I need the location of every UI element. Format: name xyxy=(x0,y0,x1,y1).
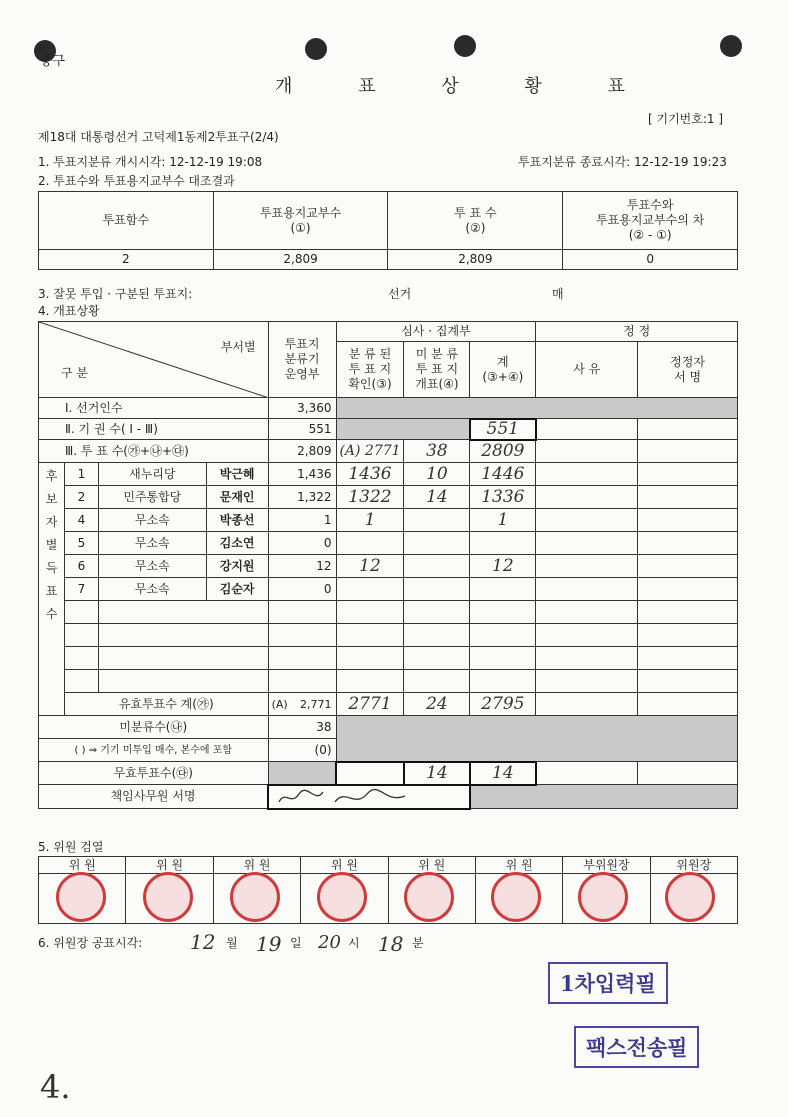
district-label: 중구 xyxy=(40,54,66,69)
votes-reason xyxy=(536,440,638,463)
candidate-sorted: 12 xyxy=(336,555,404,578)
candidate-no: 4 xyxy=(64,509,98,532)
role-cell: 부위원장 xyxy=(563,857,650,874)
invalid-reason xyxy=(536,762,638,785)
candidate-row xyxy=(39,463,738,486)
officer-signature xyxy=(268,785,470,809)
candidate-party: 민주통합당 xyxy=(98,486,206,509)
candidate-name: 강지원 xyxy=(206,555,268,578)
votes-value: 2,809 xyxy=(268,440,336,463)
candidate-sorted: 1322 xyxy=(336,486,404,509)
candidate-reason xyxy=(536,532,638,555)
abstain-reason xyxy=(536,419,638,440)
valid-hw-unsorted: 24 xyxy=(404,693,470,716)
valid-signer xyxy=(638,693,738,716)
valid-reason xyxy=(536,693,638,716)
header-votes: 투 표 수 (②) xyxy=(388,192,563,250)
candidate-total: 12 xyxy=(470,555,536,578)
header-total: 계 (③+④) xyxy=(470,342,536,398)
committee-seal xyxy=(665,872,715,922)
diagonal-line xyxy=(39,322,269,398)
abstain-label: Ⅱ. 기 권 수( Ⅰ - Ⅲ) xyxy=(39,419,269,440)
candidate-sorted xyxy=(336,578,404,601)
candidate-sorted: 1436 xyxy=(336,463,404,486)
invalid-signer xyxy=(638,762,738,785)
candidate-name: 김소연 xyxy=(206,532,268,555)
role-cell: 위 원 xyxy=(213,857,300,874)
unsorted-value: 38 xyxy=(268,716,336,739)
header-diagonal-cell xyxy=(39,322,269,398)
sort-start-time: 1. 투표지분류 개시시각: 12-12-19 19:08 xyxy=(38,155,263,169)
section-3-election: 선거 xyxy=(388,287,412,301)
announce-day: 19 xyxy=(256,932,282,956)
shaded-cell xyxy=(336,398,737,419)
candidate-total: 1446 xyxy=(470,463,536,486)
candidate-name: 박근혜 xyxy=(206,463,268,486)
abstain-value: 551 xyxy=(268,419,336,440)
candidate-machine: 0 xyxy=(268,532,336,555)
day-unit: 일 xyxy=(290,936,302,950)
invalid-hw-sorted xyxy=(336,762,404,785)
empty-row xyxy=(39,647,738,670)
valid-hw-sorted: 2771 xyxy=(336,693,404,716)
candidate-unsorted xyxy=(404,578,470,601)
votes-hw-unsorted: 38 xyxy=(404,440,470,463)
header-review: 심사 · 집계부 xyxy=(336,322,536,342)
section-3-unit: 매 xyxy=(552,287,564,301)
header-signer: 정정자 서 명 xyxy=(638,342,738,398)
value-issued: 2,809 xyxy=(213,250,388,270)
candidate-name: 박종선 xyxy=(206,509,268,532)
candidate-signer xyxy=(638,463,738,486)
section-4-label: 4. 개표상황 xyxy=(38,304,100,318)
candidate-party: 무소속 xyxy=(98,555,206,578)
candidate-no: 1 xyxy=(64,463,98,486)
votes-label: Ⅲ. 투 표 수(㉮+㉯+㉰) xyxy=(39,440,269,463)
section-6-label: 6. 위원장 공표시각: xyxy=(38,936,143,950)
candidate-machine: 1,322 xyxy=(268,486,336,509)
candidate-party: 무소속 xyxy=(98,532,206,555)
value-difference: 0 xyxy=(563,250,738,270)
first-input-stamp: 1차입력필 xyxy=(548,962,668,1004)
candidate-no: 7 xyxy=(64,578,98,601)
committee-seal xyxy=(317,872,367,922)
candidate-reason xyxy=(536,486,638,509)
candidate-signer xyxy=(638,578,738,601)
officer-label: 책임사무원 서명 xyxy=(39,785,269,809)
candidate-signer xyxy=(638,532,738,555)
committee-seal xyxy=(491,872,541,922)
candidate-machine: 1,436 xyxy=(268,463,336,486)
header-reason: 사 유 xyxy=(536,342,638,398)
section-3-label: 3. 잘못 투입 · 구분된 투표지: xyxy=(38,287,193,301)
role-cell: 위 원 xyxy=(39,857,126,874)
electors-value: 3,360 xyxy=(268,398,336,419)
candidate-row xyxy=(39,509,738,532)
value-votes: 2,809 xyxy=(388,250,563,270)
votes-hw-sorted: (A) 2771 xyxy=(336,440,404,463)
candidate-reason xyxy=(536,578,638,601)
valid-label: 유효투표수 계(㉮) xyxy=(64,693,268,716)
fax-sent-stamp: 팩스전송필 xyxy=(574,1026,699,1068)
announce-minute: 18 xyxy=(378,932,404,956)
candidate-no: 2 xyxy=(64,486,98,509)
header-machine: 투표지 분류기 운영부 xyxy=(268,322,336,398)
page-title: 개 표 상 황 표 xyxy=(275,76,655,97)
header-issued: 투표용지교부수 (①) xyxy=(213,192,388,250)
header-dept: 부서별 xyxy=(220,340,256,354)
invalid-hw-total: 14 xyxy=(470,762,536,785)
unsorted-note-value: (0) xyxy=(268,739,336,762)
shaded-cell xyxy=(268,762,336,785)
candidate-row xyxy=(39,486,738,509)
shaded-cell xyxy=(336,716,737,762)
candidate-row xyxy=(39,532,738,555)
signature-scribble xyxy=(275,788,425,808)
committee-seal xyxy=(143,872,193,922)
shaded-cell xyxy=(470,785,738,809)
abstain-hw-total: 551 xyxy=(470,419,536,440)
candidate-total: 1 xyxy=(470,509,536,532)
committee-seal xyxy=(230,872,280,922)
invalid-label: 무효투표수(㉰) xyxy=(39,762,269,785)
election-label: 제18대 대통령선거 고덕제1동제2투표구(2/4) xyxy=(38,130,279,144)
committee-seal xyxy=(404,872,454,922)
candidate-signer xyxy=(638,555,738,578)
candidate-reason xyxy=(536,509,638,532)
candidate-row xyxy=(39,555,738,578)
candidate-total xyxy=(470,578,536,601)
section-2-label: 2. 투표수와 투표용지교부수 대조결과 xyxy=(38,174,235,188)
section-5-label: 5. 위원 검열 xyxy=(38,840,104,854)
role-cell: 위 원 xyxy=(126,857,213,874)
machine-number: [ 기기번호:1 ] xyxy=(648,112,724,126)
candidate-machine: 12 xyxy=(268,555,336,578)
candidate-signer xyxy=(638,509,738,532)
sort-end-time: 투표지분류 종료시각: 12-12-19 19:23 xyxy=(518,155,727,169)
header-ballot-boxes: 투표함수 xyxy=(39,192,214,250)
votes-hw-total: 2809 xyxy=(470,440,536,463)
votes-signer xyxy=(638,440,738,463)
electors-label: Ⅰ. 선거인수 xyxy=(39,398,269,419)
empty-row xyxy=(39,670,738,693)
candidate-row xyxy=(39,578,738,601)
unsorted-note: ( ) ⇒ 기기 미투입 매수, 본수에 포함 xyxy=(39,739,269,762)
role-cell: 위 원 xyxy=(388,857,475,874)
committee-seal xyxy=(578,872,628,922)
candidate-name: 김순자 xyxy=(206,578,268,601)
candidate-no: 6 xyxy=(64,555,98,578)
side-label: 후 보 자 별 득 표 수 xyxy=(39,463,65,716)
valid-value: (A) 2,771 xyxy=(268,693,336,716)
header-sorted: 분 류 된 투 표 지 확인(③) xyxy=(336,342,404,398)
candidate-machine: 0 xyxy=(268,578,336,601)
role-cell: 위 원 xyxy=(475,857,562,874)
shaded-cell xyxy=(336,419,470,440)
candidate-unsorted xyxy=(404,555,470,578)
candidate-unsorted xyxy=(404,509,470,532)
count-table xyxy=(38,321,738,810)
role-cell: 위 원 xyxy=(301,857,388,874)
punch-hole xyxy=(454,35,476,57)
committee-seal xyxy=(56,872,106,922)
candidate-reason xyxy=(536,463,638,486)
punch-hole xyxy=(305,38,327,60)
empty-row xyxy=(39,601,738,624)
candidate-reason xyxy=(536,555,638,578)
header-correction: 정 정 xyxy=(536,322,738,342)
candidate-total xyxy=(470,532,536,555)
candidate-name: 문재인 xyxy=(206,486,268,509)
punch-hole xyxy=(720,35,742,57)
candidate-machine: 1 xyxy=(268,509,336,532)
comparison-table xyxy=(38,191,738,270)
candidate-unsorted xyxy=(404,532,470,555)
month-unit: 월 xyxy=(226,936,238,950)
announce-hour: 20 xyxy=(318,932,341,953)
empty-row xyxy=(39,624,738,647)
header-unsorted: 미 분 류 투 표 지 개표(④) xyxy=(404,342,470,398)
candidate-party: 무소속 xyxy=(98,578,206,601)
unsorted-label: 미분류수(㉯) xyxy=(39,716,269,739)
candidate-sorted: 1 xyxy=(336,509,404,532)
header-difference: 투표수와 투표용지교부수의 차 (② - ①) xyxy=(563,192,738,250)
abstain-signer xyxy=(638,419,738,440)
valid-hw-total: 2795 xyxy=(470,693,536,716)
candidate-no: 5 xyxy=(64,532,98,555)
invalid-hw-unsorted: 14 xyxy=(404,762,470,785)
candidate-total: 1336 xyxy=(470,486,536,509)
candidate-signer xyxy=(638,486,738,509)
candidate-party: 새누리당 xyxy=(98,463,206,486)
announce-month: 12 xyxy=(190,930,216,954)
candidate-party: 무소속 xyxy=(98,509,206,532)
minute-unit: 분 xyxy=(412,936,424,950)
candidate-sorted xyxy=(336,532,404,555)
value-ballot-boxes: 2 xyxy=(39,250,214,270)
hour-unit: 시 xyxy=(348,936,360,950)
header-gubun: 구 분 xyxy=(61,366,88,380)
candidate-unsorted: 10 xyxy=(404,463,470,486)
page-number: 4. xyxy=(40,1068,71,1106)
role-cell: 위원장 xyxy=(650,857,737,874)
candidate-unsorted: 14 xyxy=(404,486,470,509)
